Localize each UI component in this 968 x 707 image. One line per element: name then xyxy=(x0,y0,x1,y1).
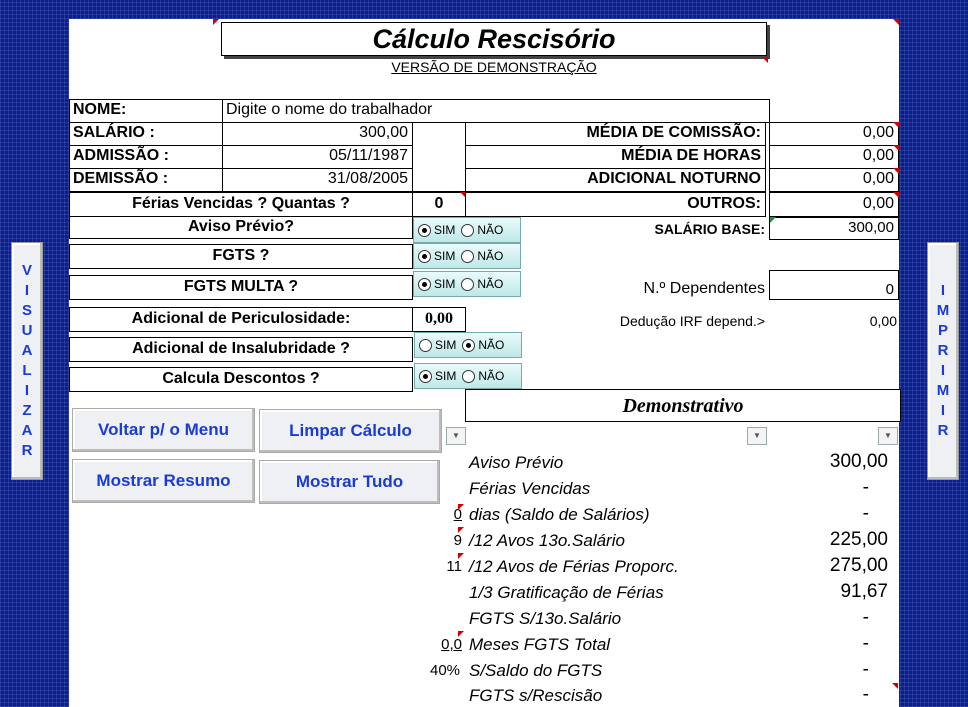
radio-label: NÃO xyxy=(477,249,504,263)
radio-empty-icon xyxy=(461,224,474,237)
salario-base-value: 300,00 xyxy=(769,217,899,240)
side-letter: I xyxy=(24,382,30,399)
question-fgts: FGTS ? xyxy=(69,244,413,269)
row-qty: 9 xyxy=(453,532,462,549)
aviso-previo-nao-option[interactable] xyxy=(461,223,503,237)
comment-marker xyxy=(762,57,768,63)
visualizar-button[interactable] xyxy=(11,242,43,480)
side-letter: P xyxy=(937,322,948,339)
deducao-value: 0,00 xyxy=(869,313,897,329)
page-title: Cálculo Rescisório xyxy=(221,22,767,56)
side-letter: I xyxy=(940,402,946,419)
row-label: dias (Saldo de Salários) xyxy=(469,505,650,524)
salario-label: SALÁRIO : xyxy=(69,122,223,146)
comment-marker xyxy=(893,168,899,174)
visualizar-label xyxy=(22,261,33,461)
dependentes-field[interactable]: 0 xyxy=(769,270,899,300)
ferias-vencidas-field[interactable]: 0 xyxy=(412,192,466,217)
row-label: /12 Avos 13o.Salário xyxy=(469,531,625,550)
side-letter: M xyxy=(936,302,950,319)
outros-label: OUTROS: xyxy=(465,192,766,217)
blank-cell xyxy=(412,122,466,192)
row-value: - xyxy=(862,659,869,680)
descontos-sim-option[interactable] xyxy=(419,369,456,383)
side-letter: I xyxy=(940,362,946,379)
side-letter: A xyxy=(21,422,33,439)
nome-field[interactable]: Digite o nome do trabalhador xyxy=(222,99,770,123)
insalubridade-sim-option[interactable] xyxy=(419,338,456,352)
row-value: - xyxy=(862,607,869,628)
spreadsheet-sheet xyxy=(69,19,899,707)
descontos-nao-option[interactable] xyxy=(462,369,504,383)
side-letter: R xyxy=(937,422,949,439)
radio-empty-icon xyxy=(461,278,474,291)
dropdown-arrow-icon[interactable]: ▼ xyxy=(878,427,898,445)
periculosidade-field[interactable]: 0,00 xyxy=(412,307,466,332)
side-letter: R xyxy=(21,442,33,459)
side-letter: Z xyxy=(22,402,32,419)
question-periculosidade: Adicional de Periculosidade: xyxy=(69,307,413,332)
row-label: /12 Avos de Férias Proporc. xyxy=(469,557,679,576)
voltar-menu-button[interactable]: Voltar p/ o Menu xyxy=(72,408,255,452)
row-label: Férias Vencidas xyxy=(469,479,591,498)
side-letter: A xyxy=(21,342,33,359)
radio-label: SIM xyxy=(435,338,457,352)
radio-empty-icon xyxy=(462,370,475,383)
media-horas-label: MÉDIA DE HORAS xyxy=(465,145,766,169)
row-label: FGTS S/13o.Salário xyxy=(469,609,622,628)
question-fgts-multa: FGTS MULTA ? xyxy=(69,275,413,300)
dropdown-arrow-icon[interactable]: ▼ xyxy=(747,427,767,445)
row-value: 225,00 xyxy=(829,529,888,550)
dropdown-arrow-icon[interactable]: ▼ xyxy=(446,427,466,445)
limpar-calculo-button[interactable]: Limpar Cálculo xyxy=(259,409,442,453)
salario-field[interactable]: 300,00 xyxy=(222,122,413,146)
row-label: Aviso Prévio xyxy=(469,453,564,472)
mostrar-tudo-button[interactable]: Mostrar Tudo xyxy=(259,460,440,504)
side-letter: R xyxy=(937,342,949,359)
demissao-label: DEMISSÃO : xyxy=(69,168,223,192)
salario-base-label: SALÁRIO BASE: xyxy=(654,221,765,237)
comment-marker xyxy=(458,527,464,533)
radio-label: NÃO xyxy=(477,277,504,291)
demissao-field[interactable]: 31/08/2005 xyxy=(222,168,413,192)
comment-marker xyxy=(892,683,898,689)
comment-marker xyxy=(213,19,219,25)
page-subtitle: VERSÃO DE DEMONSTRAÇÃO xyxy=(391,59,597,75)
radio-selected-icon xyxy=(418,224,431,237)
outros-field[interactable]: 0,00 xyxy=(769,192,899,217)
comment-marker xyxy=(458,631,464,637)
comment-marker xyxy=(770,217,776,223)
row-qty: 0,0 xyxy=(441,636,462,653)
comment-marker xyxy=(893,192,899,198)
side-letter: S xyxy=(21,302,32,319)
row-label: Meses FGTS Total xyxy=(469,635,611,654)
radio-empty-icon xyxy=(461,250,474,263)
radio-selected-icon xyxy=(418,278,431,291)
aviso-previo-sim-option[interactable] xyxy=(418,223,455,237)
row-label: FGTS s/Rescisão xyxy=(469,686,603,705)
question-insalubridade: Adicional de Insalubridade ? xyxy=(69,337,413,362)
question-descontos: Calcula Descontos ? xyxy=(69,367,413,392)
fgts-multa-sim-option[interactable] xyxy=(418,277,455,291)
radio-label: NÃO xyxy=(478,338,505,352)
question-aviso-previo: Aviso Prévio? xyxy=(69,216,413,239)
fgts-multa-radio-group xyxy=(413,271,521,297)
descontos-radio-group xyxy=(414,363,522,389)
insalubridade-nao-option[interactable] xyxy=(462,338,504,352)
media-horas-field[interactable]: 0,00 xyxy=(769,145,899,169)
radio-empty-icon xyxy=(419,339,432,352)
media-comissao-field[interactable]: 0,00 xyxy=(769,122,899,146)
side-letter: V xyxy=(21,262,32,279)
media-comissao-label: MÉDIA DE COMISSÃO: xyxy=(465,122,766,146)
side-letter: L xyxy=(22,362,32,379)
admissao-label: ADMISSÃO : xyxy=(69,145,223,169)
comment-marker xyxy=(458,553,464,559)
row-qty: 0 xyxy=(453,506,462,523)
comment-marker xyxy=(893,122,899,128)
radio-label: NÃO xyxy=(477,223,504,237)
side-letter: I xyxy=(940,282,946,299)
row-value: 275,00 xyxy=(829,555,888,576)
row-qty: 11 xyxy=(446,558,462,575)
ferias-vencidas-label: Férias Vencidas ? Quantas ? xyxy=(69,192,413,217)
mostrar-resumo-button[interactable]: Mostrar Resumo xyxy=(72,459,255,503)
row-label: S/Saldo do FGTS xyxy=(469,661,603,680)
radio-selected-icon xyxy=(462,339,475,352)
row-value: - xyxy=(862,503,869,524)
dependentes-label: N.º Dependentes xyxy=(643,280,765,297)
fgts-multa-nao-option[interactable] xyxy=(461,277,503,291)
adicional-noturno-label: ADICIONAL NOTURNO xyxy=(465,168,766,192)
fgts-nao-option[interactable] xyxy=(461,249,503,263)
row-value: 300,00 xyxy=(829,451,888,472)
imprimir-label xyxy=(937,281,950,441)
fgts-sim-option[interactable] xyxy=(418,249,455,263)
side-letter: U xyxy=(21,322,33,339)
row-label: 1/3 Gratificação de Férias xyxy=(469,583,664,602)
comment-marker xyxy=(893,19,899,25)
radio-selected-icon xyxy=(418,250,431,263)
row-value: - xyxy=(862,684,869,705)
adicional-noturno-field[interactable]: 0,00 xyxy=(769,168,899,192)
radio-label: SIM xyxy=(434,249,456,263)
comment-marker xyxy=(893,145,899,151)
deducao-label: Dedução IRF depend.> xyxy=(619,313,765,329)
nome-label: NOME: xyxy=(69,99,223,123)
row-value: 91,67 xyxy=(840,581,888,602)
row-qty: 40% xyxy=(430,662,461,679)
row-value: - xyxy=(862,633,869,654)
side-letter: I xyxy=(24,282,30,299)
radio-label: SIM xyxy=(434,277,456,291)
admissao-field[interactable]: 05/11/1987 xyxy=(222,145,413,169)
side-letter: M xyxy=(936,382,950,399)
insalubridade-radio-group xyxy=(414,332,522,358)
aviso-previo-radio-group xyxy=(413,217,521,243)
radio-label: NÃO xyxy=(478,369,505,383)
radio-label: SIM xyxy=(434,223,456,237)
comment-marker xyxy=(458,504,464,510)
imprimir-button[interactable] xyxy=(927,242,959,480)
demonstrativo-header: Demonstrativo xyxy=(465,389,901,422)
radio-label: SIM xyxy=(435,369,457,383)
fgts-radio-group xyxy=(413,243,521,269)
radio-selected-icon xyxy=(419,370,432,383)
row-value: - xyxy=(862,477,869,498)
